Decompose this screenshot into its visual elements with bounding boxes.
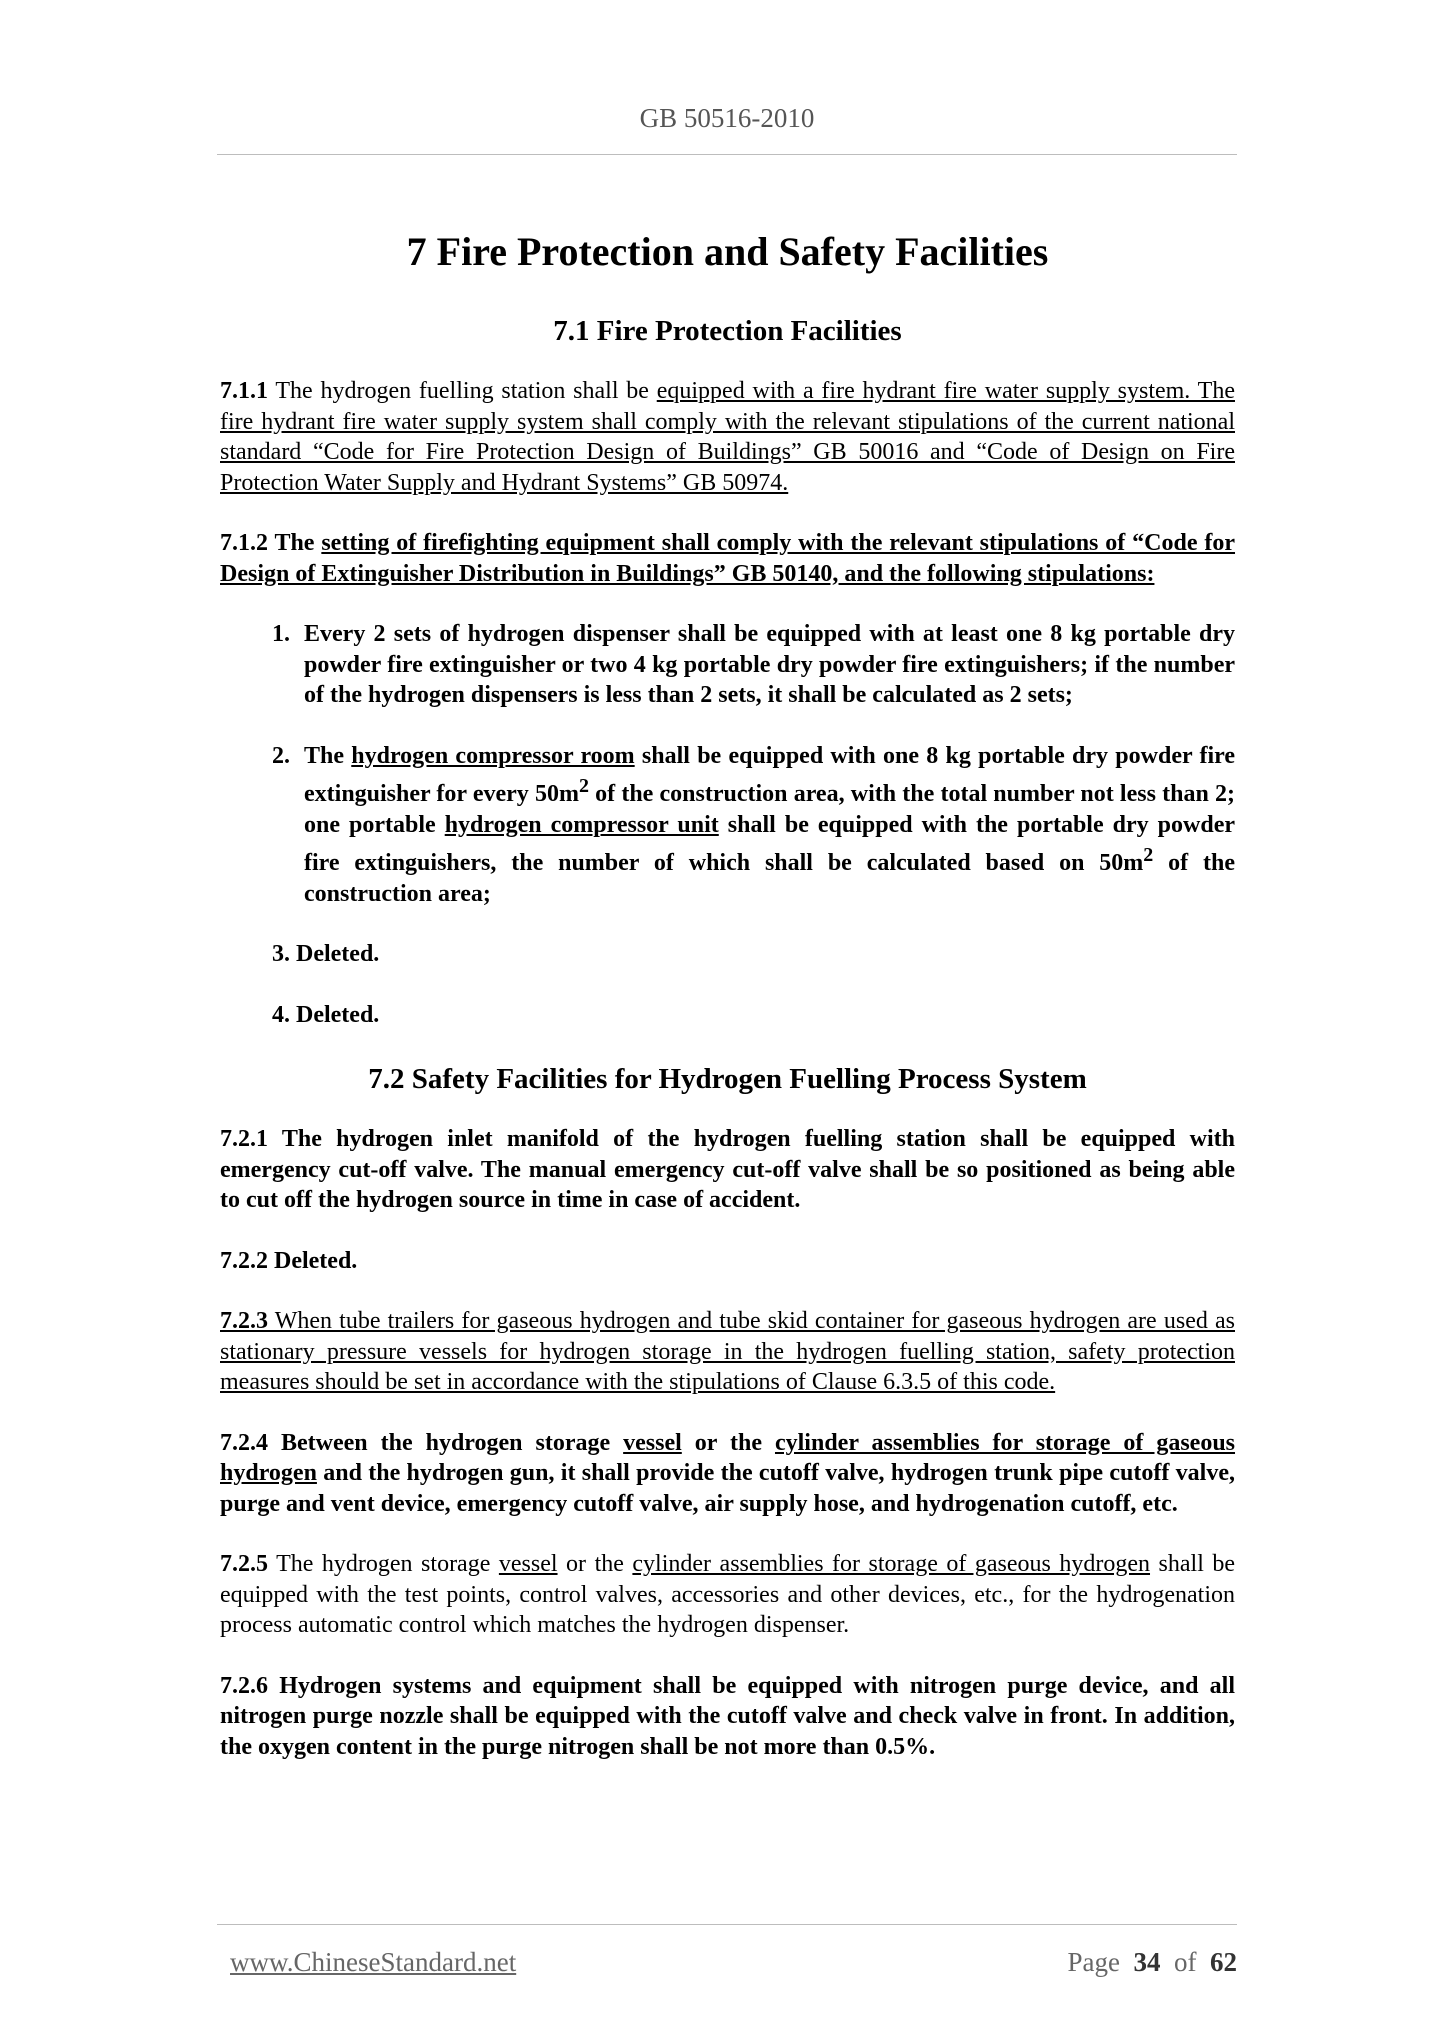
underlined-text: cylinder assemblies for storage of gaseous hydrogen	[632, 1551, 1151, 1577]
underlined-text: hydrogen compressor unit	[444, 811, 719, 838]
list-item-number: 1.	[272, 621, 290, 647]
current-page-number: 34	[1133, 1947, 1161, 1977]
underlined-text: vessel	[498, 1551, 558, 1577]
total-page-number: 62	[1210, 1947, 1237, 1977]
clause-7-2-6: 7.2.6 Hydrogen systems and equipment shall be equipped with nitrogen purge device, and all nitrogen purge nozzle shall be equipped with the cutoff valve and check valve in front. In addition, the oxygen content in the purge nitrogen shall be not more than 0.5%.	[220, 1672, 1235, 1760]
list-item: 1. Every 2 sets of hydrogen dispenser shall be equipped with at least one 8 kg portable dry powder fire extinguisher or two 4 kg portable dry powder fire extinguishers; if the number of the hydrogen dispensers is less than 2 sets, it shall be calculated as 2 sets;	[272, 621, 1235, 708]
section-7-2-title: 7.2 Safety Facilities for Hydrogen Fuelling Process System	[368, 1063, 1087, 1095]
list-item: 3. Deleted.	[272, 941, 380, 967]
underlined-text: hydrogen compressor room	[351, 742, 635, 769]
clause-7-2-2: 7.2.2 Deleted.	[220, 1247, 358, 1274]
footer-page-indicator: Page 34 of 62	[1067, 1947, 1237, 1977]
footer-divider	[217, 1924, 1237, 1925]
underlined-text: cylinder assemblies for storage of gaseous hydrogen	[220, 1429, 1236, 1486]
section-7-1-title: 7.1 Fire Protection Facilities	[553, 315, 902, 347]
clause-7-2-3: 7.2.3 When tube trailers for gaseous hydrogen and tube skid container for gaseous hydrogen are used as stationary pressure vessels for hydrogen storage in the hydrogen fuelling station, safety protection measures should be set in accordance with the stipulations of Clause 6.3.5 of this code.	[220, 1308, 1235, 1395]
underlined-text: equipped with a fire hydrant fire water supply system. The fire hydrant fire water supply system shall comply with the relevant stipulations of the current national standard “Code for Fire Protection Design of Buildings” GB 50016 and “Code of Design on Fire Protection Water Supply and Hydrant Systems” GB 50974.	[220, 378, 1235, 496]
page-content	[220, 222, 1235, 1792]
clause-number: 7.2.5	[220, 1551, 268, 1577]
list-item: 4. Deleted.	[272, 1001, 380, 1028]
list-item-number: 2.	[272, 742, 290, 769]
clause-7-1-1: 7.1.1 The hydrogen fuelling station shall be equipped with a fire hydrant fire water supply system. The fire hydrant fire water supply system shall comply with the relevant stipulations of the current national standard “Code for Fire Protection Design of Buildings” GB 50016 and “Code of Design on Fire Protection Water Supply and Hydrant Systems” GB 50974.	[220, 378, 1235, 496]
clause-7-1-2: 7.1.2 The setting of firefighting equipment shall comply with the relevant stipulations of “Code for Design of Extinguisher Distribution in Buildings” GB 50140, and the following stipulations:	[220, 530, 1236, 587]
stipulation-list	[220, 619, 1235, 1030]
clause-number: 7.1.2	[220, 530, 268, 556]
clause-7-2-4: 7.2.4 Between the hydrogen storage vessel or the cylinder assemblies for storage of gaseous hydrogen and the hydrogen gun, it shall provide the cutoff valve, hydrogen trunk pipe cutoff valve, purge and vent device, emergency cutoff valve, air supply hose, and hydrogenation cutoff, etc.	[220, 1429, 1236, 1517]
clause-7-2-1: 7.2.1 The hydrogen inlet manifold of the hydrogen fuelling station shall be equipped with emergency cut-off valve. The manual emergency cut-off valve shall be so positioned as being able to cut off the hydrogen source in time in case of accident.	[220, 1126, 1235, 1213]
list-item: 2. The hydrogen compressor room shall be equipped with one 8 kg portable dry powder fire extinguisher for every $50m^2$ of the construction area, with the total number not less than 2; one portable hydrogen compressor unit shall be equipped with the portable dry powder fire extinguishers, the number of which shall be calculated based on $50m^2$ of the construction area;	[272, 742, 1236, 907]
footer-website-link[interactable]: www.ChineseStandard.net	[230, 1947, 517, 1977]
clause-number: 7.1.1	[220, 378, 268, 404]
underlined-text: vessel	[623, 1429, 682, 1456]
underlined-text: setting of firefighting equipment shall comply with the relevant stipulations of “Code for Design of Extinguisher Distribution in Buildings” GB 50140, and the following stipulations:	[220, 530, 1236, 587]
clause-7-2-5: 7.2.5 The hydrogen storage vessel or the cylinder assemblies for storage of gaseous hydrogen shall be equipped with the test points, control valves, accessories and other devices, etc., for the hydrogenation process automatic control which matches the hydrogen dispenser.	[220, 1551, 1236, 1638]
header-divider	[217, 154, 1237, 155]
header-doc-code: GB 50516-2010	[639, 103, 815, 133]
chapter-title: 7 Fire Protection and Safety Facilities	[406, 229, 1049, 274]
clause-number: 7.2.3	[220, 1308, 268, 1334]
